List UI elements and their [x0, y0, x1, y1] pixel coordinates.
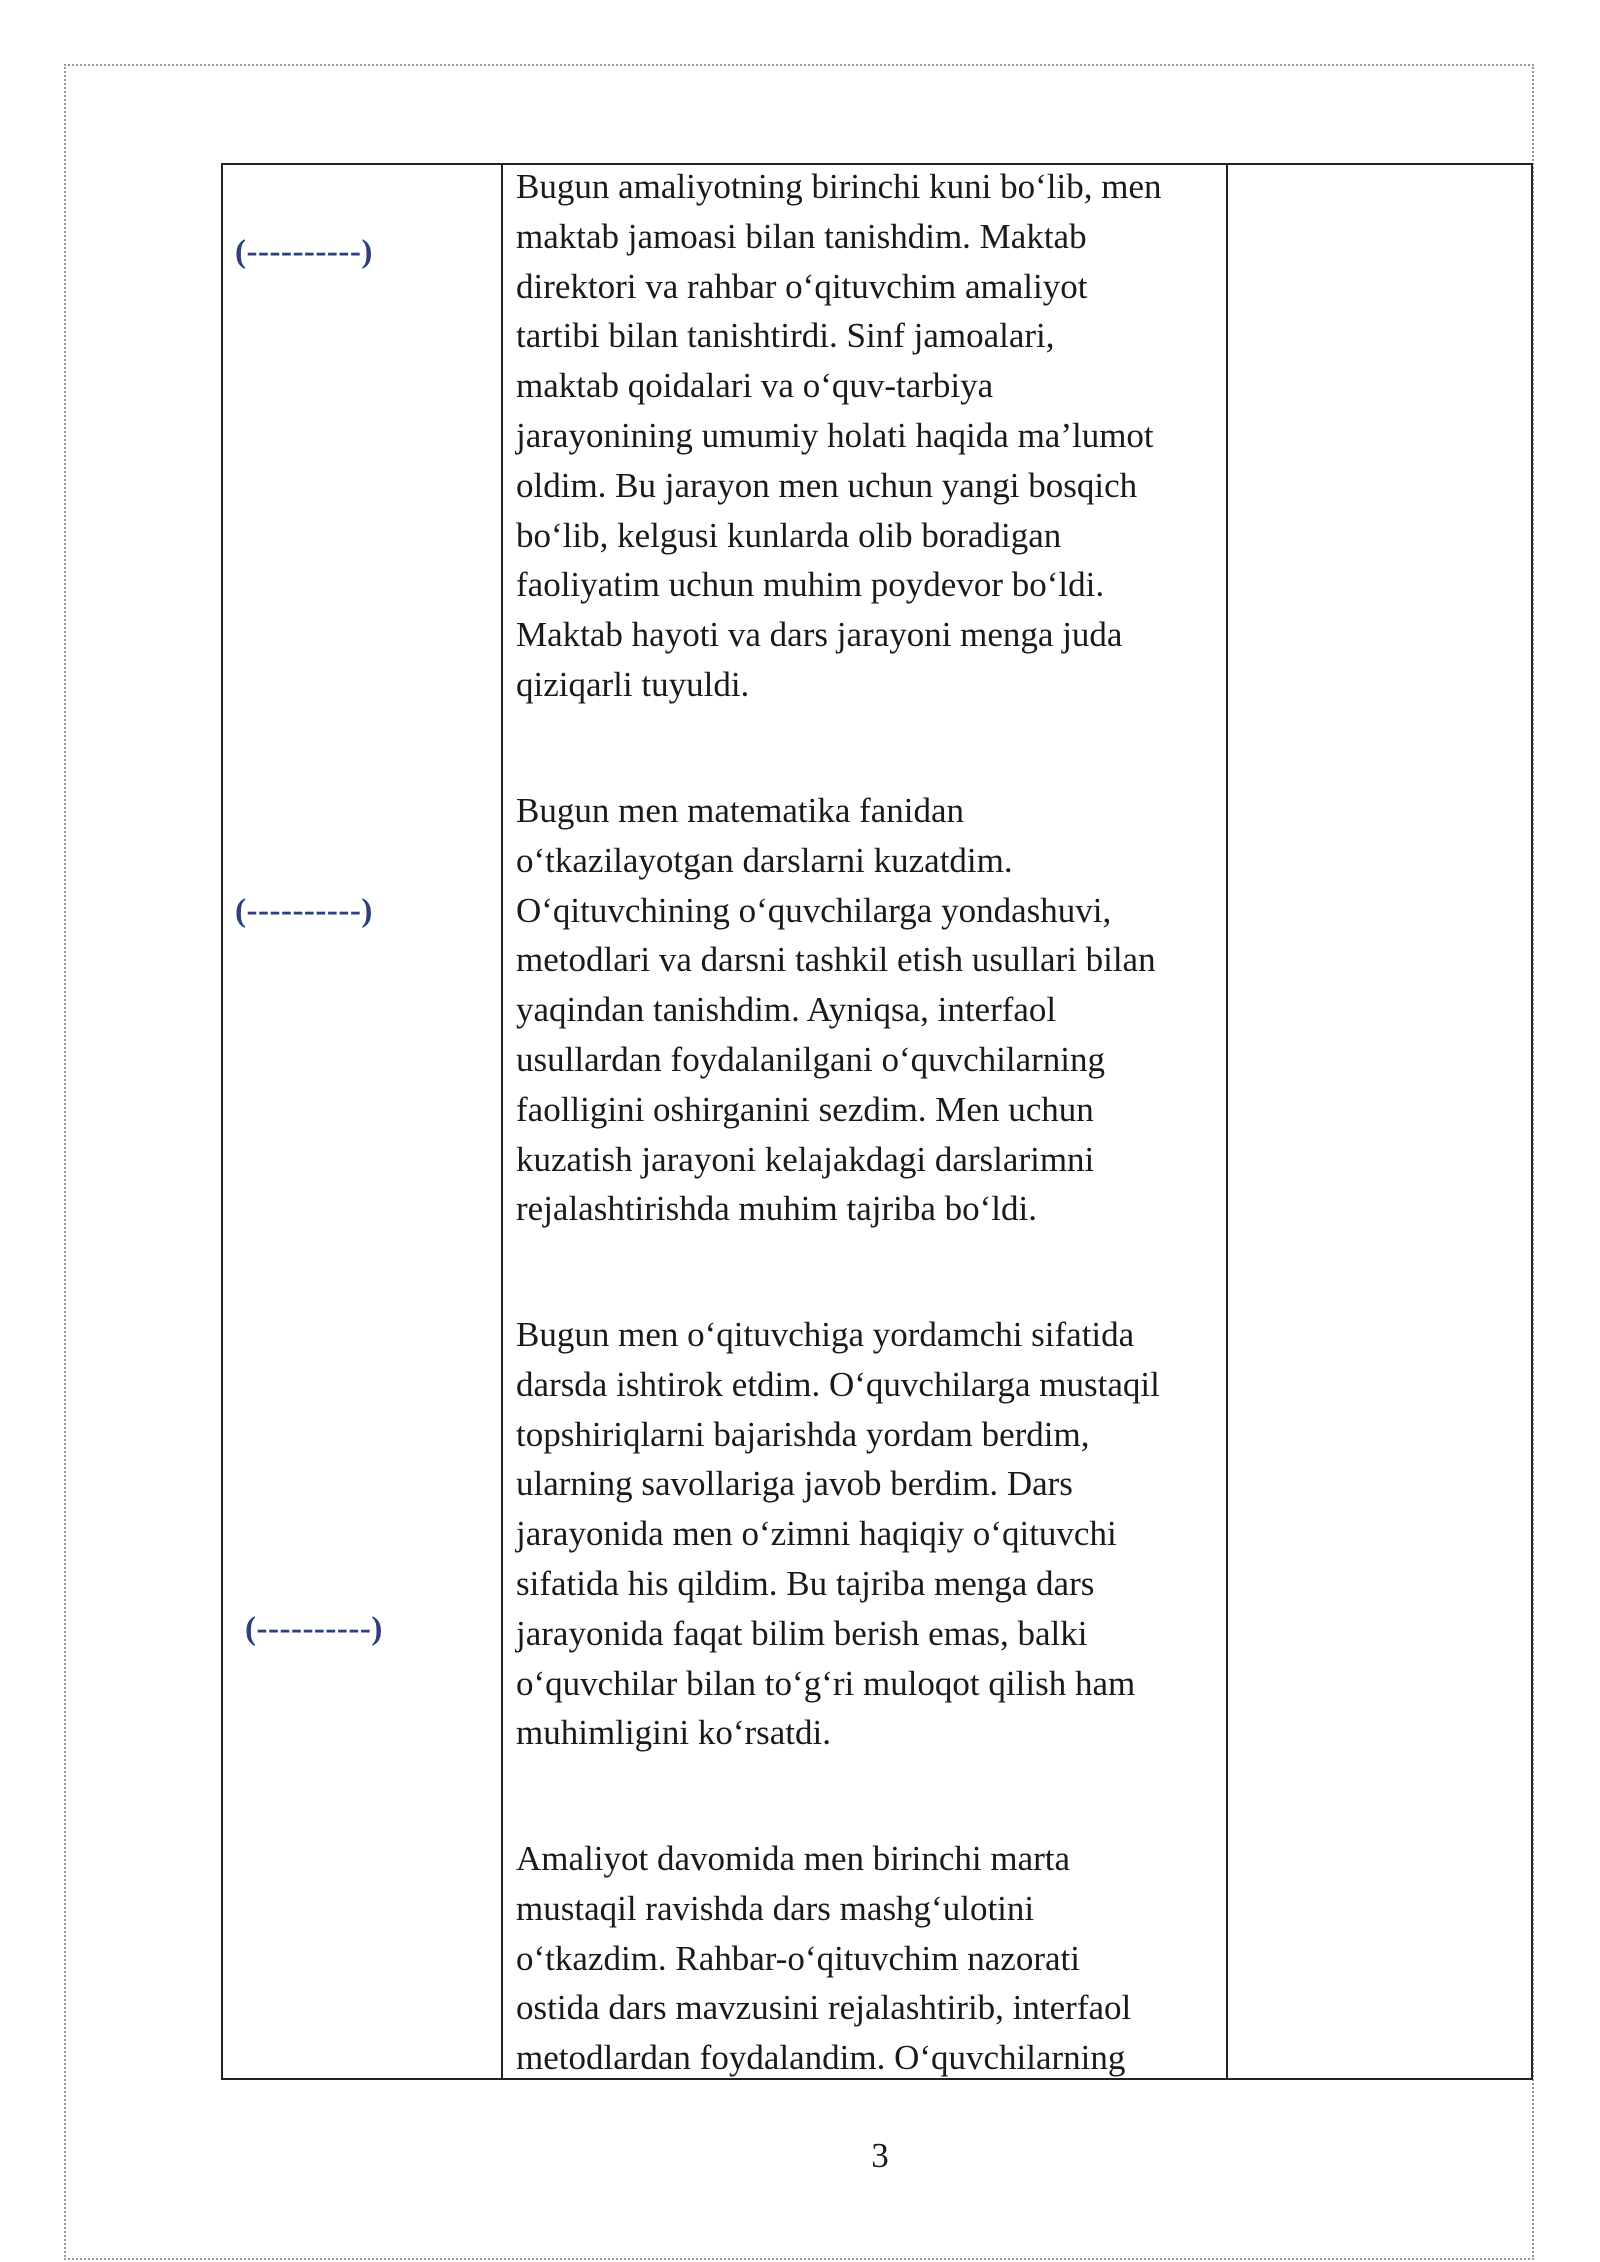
- entry-date-placeholder-1: (----------): [235, 234, 373, 270]
- diary-entry-1: Bugun amaliyotning birinchi kuni bo‘lib, men maktab jamoasi bilan tanishdim. Maktab direktori va rahbar o‘qituvchim amaliyot tartibi bilan tanishtirdi. Sinf jamoalari, maktab qoidalari va o‘quv-tarbiya jarayonining umumiy holati haqida ma’lumot oldim. Bu jarayon men uchun yangi bosqich bo‘lib, kelgusi kunlarda olib boradigan faoliyatim uchun muhim poydevor bo‘ldi. Maktab hayoti va dars jarayoni menga juda qiziqarli tuyuldi.: [516, 167, 1162, 704]
- column-divider-date: [501, 165, 503, 2078]
- diary-entry-2: Bugun men matematika fanidan o‘tkazilayotgan darslarni kuzatdim. O‘qituvchining o‘quvchilarga yondashuvi, metodlari va darsni tashkil etish usullari bilan yaqindan tanishdim. Ayniqsa, interfaol usullardan foydalanilgani o‘quvchilarning faolligini oshirganini sezdim. Men uchun kuzatish jarayoni kelajakdagi darslarimni rejalashtirishda muhim tajriba bo‘ldi.: [516, 791, 1156, 1229]
- diary-entry-3: Bugun men o‘qituvchiga yordamchi sifatida darsda ishtirok etdim. O‘quvchilarga mustaqil topshiriqlarni bajarishda yordam berdim, ularning savollariga javob berdim. Dars jarayonida men o‘zimni haqiqiy o‘qituvchi sifatida his qildim. Bu tajriba menga dars jarayonida faqat bilim berish emas, balki o‘quvchilar bilan to‘g‘ri muloqot qilish ham muhimligini ko‘rsatdi.: [516, 1315, 1160, 1753]
- page-number: 3: [871, 2136, 889, 2175]
- column-divider-notes: [1226, 165, 1228, 2078]
- entry-date-placeholder-2: (----------): [235, 893, 373, 929]
- diary-entry-4: Amaliyot davomida men birinchi marta mustaqil ravishda dars mashg‘ulotini o‘tkazdim. Rahbar-o‘qituvchim nazorati ostida dars mavzusini rejalashtirib, interfaol metodlardan foydalandim. O‘quvchilarning: [516, 1839, 1132, 2078]
- entry-date-placeholder-3: (----------): [245, 1611, 383, 1647]
